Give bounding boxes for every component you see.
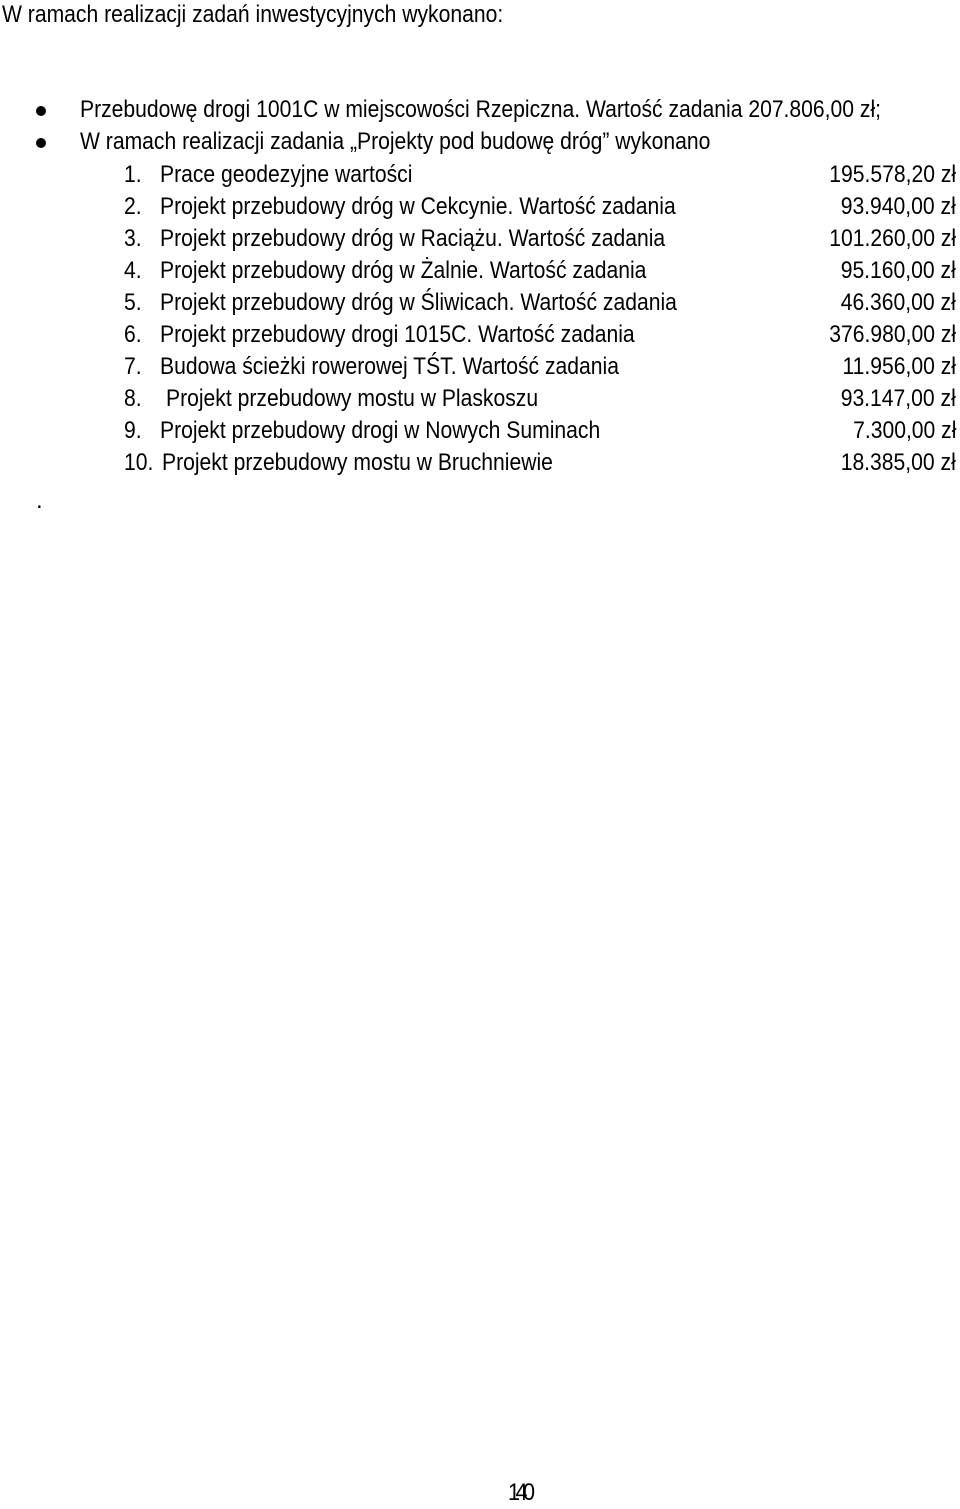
page-number: 140: [508, 1479, 531, 1506]
item-number: 7.: [124, 353, 142, 380]
list-item: [0, 160, 960, 190]
item-value: 93.147,00 zł: [840, 385, 956, 412]
item-value: 195.578,20 zł: [829, 161, 956, 188]
item-number: 10.: [124, 449, 154, 476]
list-item: [0, 288, 960, 318]
bullet-text: W ramach realizacji zadania „Projekty pod budowę dróg” wykonano: [80, 128, 711, 155]
item-number: 5.: [124, 289, 142, 316]
item-number: 8.: [124, 385, 142, 412]
item-description: Projekt przebudowy mostu w Bruchniewie: [162, 449, 553, 476]
list-item: [0, 448, 960, 478]
item-number: 2.: [124, 193, 142, 220]
item-description: Prace geodezyjne wartości: [160, 161, 413, 188]
list-item: [0, 192, 960, 222]
item-description: Projekt przebudowy dróg w Raciążu. Wartość zadania: [160, 225, 666, 252]
item-description: Projekt przebudowy dróg w Żalnie. Wartość zadania: [160, 257, 647, 284]
item-value: 7.300,00 zł: [852, 417, 956, 444]
bullet-item: [0, 95, 960, 125]
bullet-item: [0, 127, 960, 157]
list-item: [0, 320, 960, 350]
page-heading: W ramach realizacji zadań inwestycyjnych wykonano:: [2, 1, 504, 28]
item-number: 6.: [124, 321, 142, 348]
item-value: 18.385,00 zł: [840, 449, 956, 476]
item-description: Projekt przebudowy drogi w Nowych Suminach: [160, 417, 601, 444]
item-value: 101.260,00 zł: [829, 225, 956, 252]
list-item: [0, 384, 960, 414]
bullet-dot-icon: [36, 138, 46, 148]
stray-mark: .: [36, 487, 43, 514]
item-number: 3.: [124, 225, 142, 252]
item-description: Budowa ścieżki rowerowej TŚT. Wartość zadania: [160, 353, 619, 380]
item-value: 11.956,00 zł: [842, 353, 956, 380]
item-value: 46.360,00 zł: [840, 289, 956, 316]
item-number: 9.: [124, 417, 142, 444]
item-number: 4.: [124, 257, 142, 284]
item-description: Projekt przebudowy mostu w Plaskoszu: [166, 385, 539, 412]
bullet-text: Przebudowę drogi 1001C w miejscowości Rzepiczna. Wartość zadania 207.806,00 zł;: [80, 96, 882, 123]
list-item: [0, 352, 960, 382]
list-item: [0, 224, 960, 254]
item-description: Projekt przebudowy drogi 1015C. Wartość zadania: [160, 321, 635, 348]
item-description: Projekt przebudowy dróg w Cekcynie. Wartość zadania: [160, 193, 676, 220]
bullet-dot-icon: [36, 106, 46, 116]
item-number: 1.: [124, 161, 142, 188]
item-value: 93.940,00 zł: [840, 193, 956, 220]
list-item: [0, 416, 960, 446]
list-item: [0, 256, 960, 286]
item-description: Projekt przebudowy dróg w Śliwicach. Wartość zadania: [160, 289, 677, 316]
item-value: 95.160,00 zł: [840, 257, 956, 284]
item-value: 376.980,00 zł: [829, 321, 956, 348]
